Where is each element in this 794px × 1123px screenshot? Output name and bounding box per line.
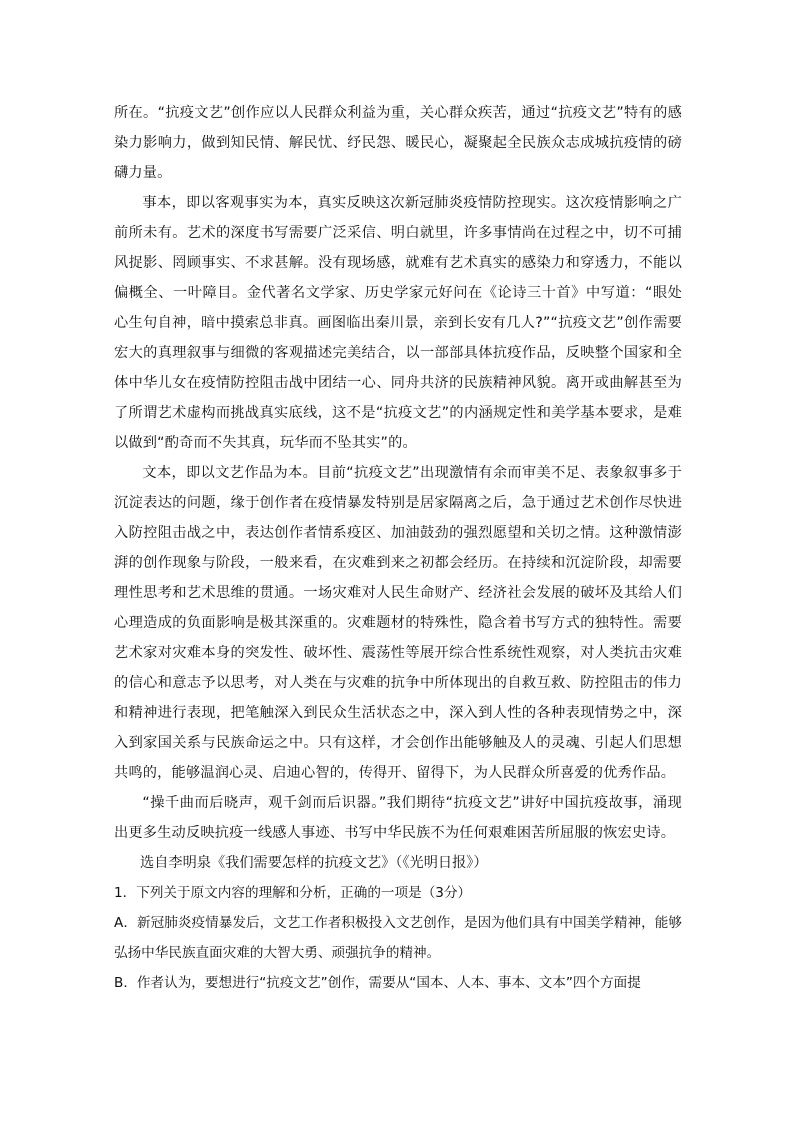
paragraph-conclusion: “操千曲而后晓声，观千剑而后识器。”我们期待“抗疫文艺”讲好中国抗疫故事，涌现出更多生动反映抗疫一线感人事迹、书写中华民族不为任何艰难困苦所屈服的恢宏史诗。 <box>114 795 682 841</box>
option-a: A．新冠肺炎疫情暴发后，文艺工作者积极投入文艺创作，是因为他们具有中国美学精神，能够弘扬中华民族直面灾难的大智大勇、顽强抗争的精神。 <box>114 915 682 961</box>
document-page <box>114 98 682 998</box>
paragraph-shiben: 事本，即以客观事实为本，真实反映这次新冠肺炎疫情防控现实。这次疫情影响之广前所未有。艺术的深度书写需要广泛采信、明白就里，许多事情尚在过程之中，切不可捕风捉影、罔顾事实、不求甚解。没有现场感，就难有艺术真实的感染力和穿透力，不能以偏概全、一叶障目。金代著名文学家、历史学家元好问在《论诗三十首》中写道：“眼处心生句自神，暗中摸索总非真。画图临出秦川景，亲到长安有几人?”“抗疫文艺”创作需要宏大的真理叙事与细微的客观描述完美结合，以一部部具体抗疫作品，反映整个国家和全体中华儿女在疫情防控阻击战中团结一心、同舟共济的民族精神风貌。离开或曲解甚至为了所谓艺术虚构而挑战真实底线，这不是“抗疫文艺”的内涵规定性和美学基本要求，是难以做到“酌奇而不失其真，玩华而不坠其实”的。 <box>114 195 682 451</box>
option-b: B．作者认为，要想进行“抗疫文艺”创作，需要从“国本、人本、事本、文本”四个方面提 <box>114 975 641 991</box>
paragraph-wenben: 文本，即以文艺作品为本。目前“抗疫文艺”出现激情有余而审美不足、表象叙事多于沉淀表达的问题，缘于创作者在疫情暴发特别是居家隔离之后，急于通过艺术创作尽快进入防控阻击战之中，表达创作者情系疫区、加油鼓劲的强烈愿望和关切之情。这种激情澎湃的创作现象与阶段，一般来看，在灾难到来之初都会经历。在持续和沉淀阶段，却需要理性思考和艺术思维的贯通。一场灾难对人民生命财产、经济社会发展的破坏及其给人们心理造成的负面影响是极其深重的。灾难题材的特殊性，隐含着书写方式的独特性。需要艺术家对灾难本身的突发性、破坏性、震荡性等展开综合性系统性观察，对人类抗击灾难的信心和意志予以思考，对人类在与灾难的抗争中所体现出的自救互救、防控阻击的伟力和精神进行表现，把笔触深入到民众生活状态之中，深入到人性的各种表现情势之中，深入到家国关系与民族命运之中。只有这样，才会创作出能够触及人的灵魂、引起人们思想共鸣的，能够温润心灵、启迪心智的，传得开、留得下，为人民群众所喜爱的优秀作品。 <box>114 465 682 781</box>
article-source: 选自李明泉《我们需要怎样的抗疫文艺》（《光明日报》） <box>140 855 488 871</box>
question-stem: 1．下列关于原文内容的理解和分析，正确的一项是（3分） <box>114 885 472 901</box>
paragraph-continuation: 所在。“抗疫文艺”创作应以人民群众利益为重，关心群众疾苦，通过“抗疫文艺”特有的感染力影响力，做到知民情、解民忧、纾民怨、暖民心，凝聚起全民族众志成城抗疫情的磅礴力量。 <box>114 105 682 181</box>
